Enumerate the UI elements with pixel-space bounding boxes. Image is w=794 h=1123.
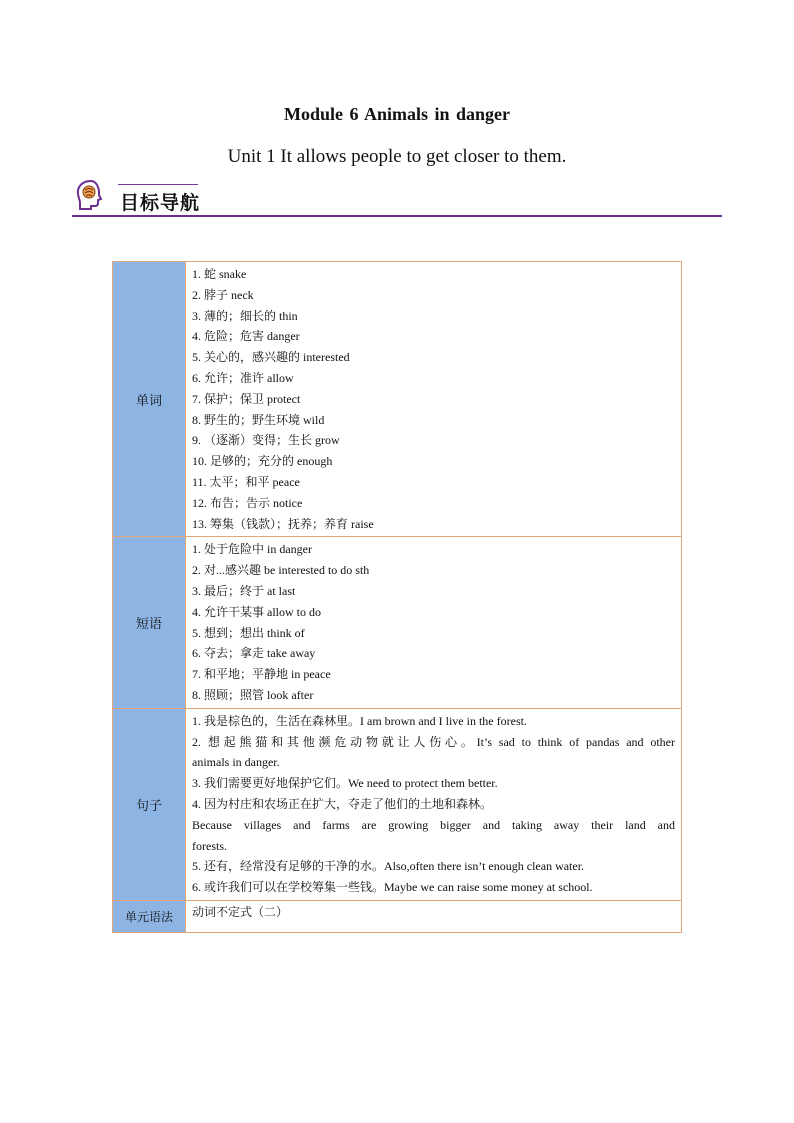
list-item: 2. 脖子 neck: [192, 287, 254, 302]
sentence-4-line-3: forests.: [192, 838, 227, 853]
nav-label: 目标导航: [120, 192, 201, 214]
sentence-5: 5. 还有，经常没有足够的干净的水。Also,often there isn’t enough clean water.: [192, 859, 585, 874]
unit-title: Unit 1 It allows people to get closer to them.: [227, 146, 567, 167]
module-title: Module 6 Animals in danger: [283, 104, 511, 124]
grammar-content: 动词不定式（二）: [186, 900, 682, 932]
sentences-list: [186, 708, 682, 900]
grammar-header: 单元语法: [113, 900, 186, 932]
list-item: 7. 保护；保卫 protect: [192, 391, 301, 406]
list-item: 5. 关心的，感兴趣的 interested: [192, 350, 350, 365]
list-item: 4. 允许干某事 allow to do: [192, 604, 321, 619]
sentence-6: 6. 或许我们可以在学校筹集一些钱。Maybe we can raise some money at school.: [192, 880, 593, 895]
list-item: 6. 夺去；拿走 take away: [192, 646, 316, 661]
list-item: 3. 薄的；细长的 thin: [192, 308, 298, 323]
list-item: 9. （逐渐）变得；生长 grow: [192, 433, 340, 448]
words-list: [186, 262, 682, 537]
list-item: 12. 布告；告示 notice: [192, 495, 303, 510]
grammar-row: [113, 900, 682, 932]
nav-underline: [72, 215, 722, 217]
list-item: 7. 和平地；平静地 in peace: [192, 667, 331, 682]
phrases-list: [186, 537, 682, 708]
sentence-4-line-1: 4. 因为村庄和农场正在扩大，夺走了他们的土地和森林。: [192, 796, 493, 811]
list-item: 3. 最后；终于 at last: [192, 583, 296, 598]
sentences-header: 句子: [113, 708, 186, 900]
sentence-3: 3. 我们需要更好地保护它们。We need to protect them better.: [192, 776, 498, 791]
phrases-header: 短语: [113, 537, 186, 708]
sentences-row: [113, 708, 682, 900]
sentence-1: 1. 我是棕色的，生活在森林里。I am brown and I live in the forest.: [192, 713, 527, 728]
list-item: 1. 处于危险中 in danger: [192, 542, 312, 557]
sentence-4-line-2: Because villages and farms are growing bigger and taking away their land and: [192, 817, 675, 832]
phrases-row: [113, 537, 682, 708]
vocabulary-table: [112, 261, 682, 933]
list-item: 10. 足够的；充分的 enough: [192, 454, 333, 469]
list-item: 8. 野生的；野生环境 wild: [192, 412, 325, 427]
sentence-2-line-2: animals in danger.: [192, 755, 280, 770]
list-item: 2. 对...感兴趣 be interested to do sth: [192, 563, 370, 578]
list-item: 5. 想到；想出 think of: [192, 625, 305, 640]
sentence-2-line-1: 2. 想起熊猫和其他濒危动物就让人伤心。It’s sad to think of pandas and other: [192, 734, 675, 749]
list-item: 8. 照顾；照管 look after: [192, 687, 314, 702]
list-item: 13. 筹集（钱款）；抚养；养育 raise: [192, 516, 374, 531]
list-item: 11. 太平；和平 peace: [192, 474, 300, 489]
brain-head-icon: [74, 178, 108, 212]
words-header: 单词: [113, 262, 186, 537]
list-item: 1. 蛇 snake: [192, 267, 247, 281]
list-item: 6. 允许；准许 allow: [192, 370, 294, 385]
nav-top-rule: [118, 184, 198, 185]
words-row: [113, 262, 682, 537]
list-item: 4. 危险；危害 danger: [192, 329, 300, 344]
